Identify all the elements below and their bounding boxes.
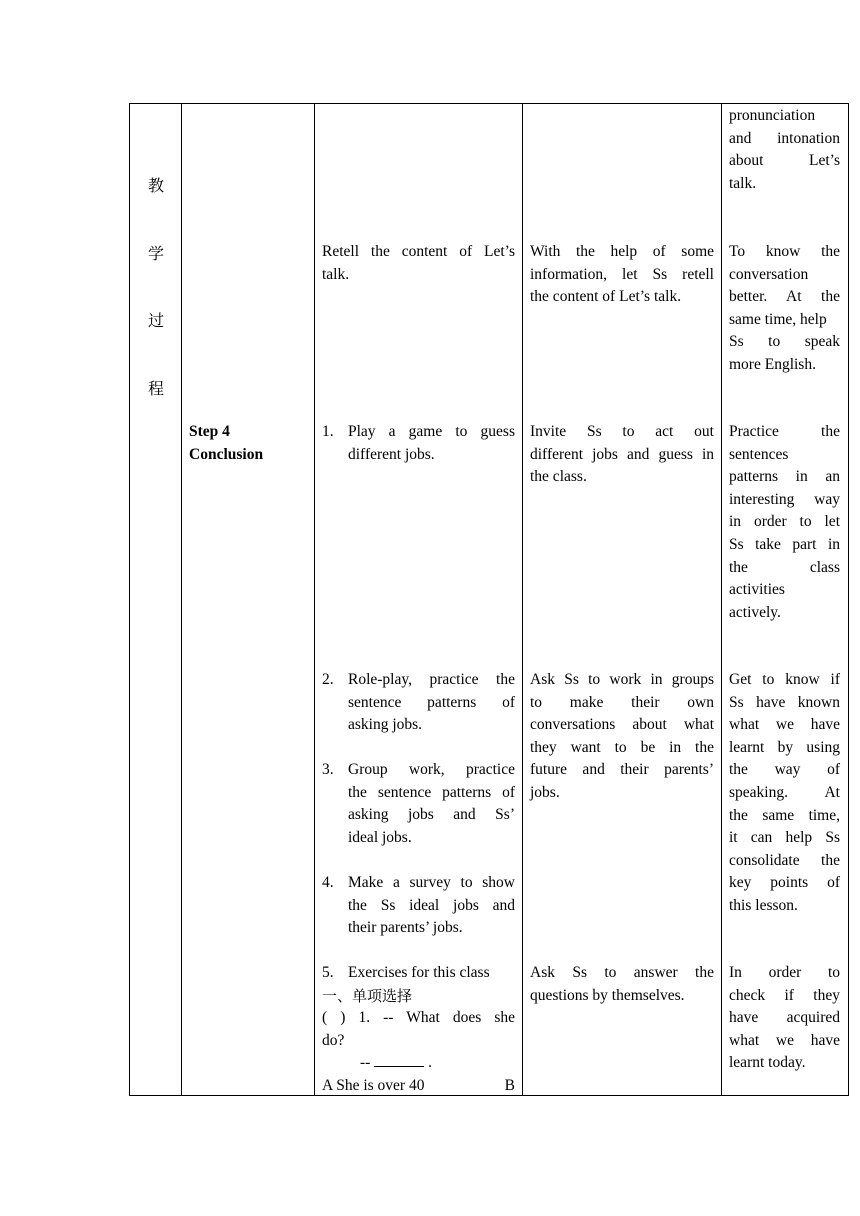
text-line: their parents’ jobs. [348, 919, 463, 937]
text-line: jobs. [530, 783, 560, 801]
item-number: 5. [322, 964, 334, 981]
section-heading: 一、单项选择 [322, 986, 413, 1005]
text-line: the content of Let’s talk. [530, 288, 682, 306]
text-line: talk. [322, 265, 350, 283]
exercise-cell [322, 962, 515, 1098]
text-line: Invite Ss to act out [530, 423, 714, 440]
text-line: the way of [729, 761, 840, 779]
text-line: learnt by using [729, 738, 840, 756]
text-line: ideal jobs. [348, 828, 412, 846]
activity-cell [322, 241, 515, 286]
side-label-char: 过 [147, 311, 164, 330]
text-line: key points of [729, 874, 840, 892]
text-line: Group work, practice [348, 761, 515, 778]
text-line: talk. [729, 174, 757, 192]
text-line: In order to [729, 964, 840, 981]
period-text: . [428, 1054, 432, 1072]
text-line: Play a game to guess [348, 423, 515, 440]
table-top-border [129, 103, 849, 104]
teacher-cell [530, 962, 714, 1007]
side-label-char: 学 [147, 244, 164, 263]
text-line: activities [729, 581, 785, 599]
activity-list-item [322, 759, 515, 851]
item-number: 3. [322, 761, 334, 778]
activity-list-item [322, 421, 515, 471]
text-line: different jobs. [348, 445, 435, 463]
text-line: information, let Ss retell [530, 265, 714, 283]
purpose-cell [729, 421, 840, 624]
text-line: what we have [729, 716, 840, 734]
lesson-plan-table [129, 103, 849, 1096]
text-line: asking jobs and Ss’ [348, 806, 515, 824]
text-line: what we have [729, 1031, 840, 1049]
text-line: they want to be in the [530, 738, 714, 756]
step-title [189, 421, 309, 466]
text-line: check if they [729, 986, 840, 1004]
question-line: ( ) 1. -- What does she [322, 1009, 515, 1027]
text-line: speaking. At [729, 783, 840, 801]
text-line: Ask Ss to answer the [530, 964, 714, 981]
teacher-cell [530, 241, 714, 309]
text-line: the class. [530, 468, 587, 486]
text-line: sentences [729, 445, 789, 463]
answer-blank-line [322, 1052, 515, 1075]
text-line: sentence patterns of [348, 693, 515, 711]
text-line: Ask Ss to work in groups [530, 671, 714, 688]
teacher-cell [530, 669, 714, 805]
item-number: 4. [322, 874, 334, 891]
text-line: the sentence patterns of [348, 783, 515, 801]
text-line: better. At the [729, 288, 840, 306]
text-line: have acquired [729, 1009, 840, 1027]
teacher-cell [530, 421, 714, 489]
text-line: To know the [729, 243, 840, 260]
options-line [322, 1075, 515, 1098]
activity-list-item [322, 872, 515, 942]
col-border [314, 103, 315, 1096]
text-line: Exercises for this class [348, 964, 490, 981]
text-line: different jobs and guess in [530, 445, 714, 463]
text-line: Get to know if [729, 671, 840, 688]
text-line: conversations about what [530, 716, 714, 734]
text-line: to make their own [530, 693, 714, 711]
step-title-line: Step 4 [189, 423, 230, 440]
text-line: Ss have known [729, 693, 840, 711]
text-line: future and their parents’ [530, 761, 714, 779]
answer-blank[interactable] [374, 1052, 424, 1067]
purpose-cell [729, 241, 840, 377]
purpose-cell [729, 669, 840, 918]
purpose-cell [729, 105, 840, 195]
dash-text: -- [360, 1054, 371, 1072]
text-line: With the help of some [530, 243, 714, 260]
text-line: it can help Ss [729, 829, 840, 847]
col-border [129, 103, 130, 1096]
text-line: this lesson. [729, 896, 798, 914]
text-line: asking jobs. [348, 716, 423, 734]
text-line: Role-play, practice the [348, 671, 515, 688]
text-line: same time, help [729, 310, 827, 328]
text-line: the same time, [729, 806, 840, 824]
text-line: and intonation [729, 129, 840, 147]
text-line: conversation [729, 265, 809, 283]
option-a: A She is over 40 [322, 1076, 425, 1094]
text-line: learnt today. [729, 1054, 806, 1072]
text-line: pronunciation [729, 107, 816, 124]
option-b: B [504, 1076, 515, 1094]
text-line: the Ss ideal jobs and [348, 896, 515, 914]
activity-list-item [322, 669, 515, 739]
col-border [848, 103, 849, 1096]
text-line: in order to let [729, 513, 840, 531]
text-line: about Let’s [729, 152, 840, 170]
item-number: 1. [322, 423, 334, 440]
item-number: 2. [322, 671, 334, 688]
text-line: the class [729, 558, 840, 576]
text-line: Practice the [729, 423, 840, 440]
purpose-cell [729, 962, 840, 1075]
question-line: do? [322, 1031, 345, 1049]
text-line: consolidate the [729, 851, 840, 869]
text-line: patterns in an [729, 468, 840, 486]
step-title-line: Conclusion [189, 445, 264, 463]
side-label-char: 程 [147, 379, 164, 398]
col-border [721, 103, 722, 1096]
text-line: Ss to speak [729, 333, 840, 351]
text-line: questions by themselves. [530, 986, 685, 1004]
col-border [181, 103, 182, 1096]
text-line: Make a survey to show [348, 874, 515, 891]
text-line: Retell the content of Let’s [322, 243, 515, 260]
text-line: Ss take part in [729, 535, 840, 553]
text-line: actively. [729, 603, 781, 621]
text-line: more English. [729, 355, 816, 373]
col-border [522, 103, 523, 1096]
side-label-char: 教 [147, 176, 164, 195]
text-line: interesting way [729, 490, 840, 508]
